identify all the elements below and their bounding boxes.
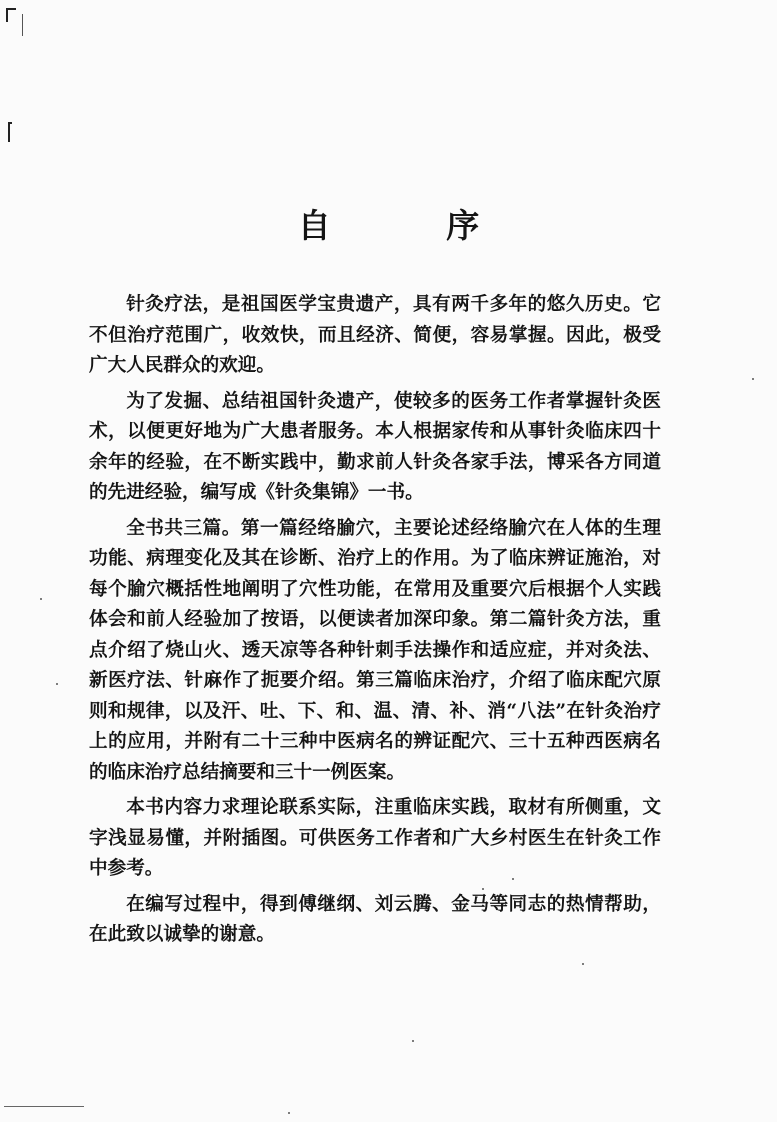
scan-speck <box>56 683 58 685</box>
scan-speck <box>288 1112 290 1114</box>
scan-artifact <box>8 124 10 142</box>
scan-artifact <box>6 10 8 22</box>
paragraph-2: 为了发掘、总结祖国针灸遗产，使较多的医务工作者掌握针灸医术，以便更好地为广大患者服务。本人根据家传和从事针灸临床四十余年的经验，在不断实践中，勤求前人针灸各家手法，博采各方同道的先进经验，编写成《针灸集锦》一书。 <box>89 390 661 503</box>
scan-artifact <box>6 8 16 10</box>
paragraph-1: 针灸疗法，是祖国医学宝贵遗产，具有两千多年的悠久历史。它不但治疗范围广，收效快，而且经济、简便，容易掌握。因此，极受广大人民群众的欢迎。 <box>89 294 661 376</box>
scan-speck <box>412 1040 414 1042</box>
scan-artifact <box>8 122 12 124</box>
scan-speck <box>582 963 584 965</box>
page-title: 自 序 <box>297 206 532 245</box>
scan-artifact <box>4 1106 84 1107</box>
scan-artifact <box>22 14 23 36</box>
scan-speck <box>752 378 754 380</box>
paragraph-5: 在编写过程中，得到傅继纲、刘云腾、金马等同志的热情帮助，在此致以诚挚的谢意。 <box>89 893 661 945</box>
paragraph-4: 本书内容力求理论联系实际，注重临床实践，取材有所侧重，文字浅显易懂，并附插图。可供医务工作者和广大乡村医生在针灸工作中参考。 <box>89 797 661 879</box>
preface-body <box>89 290 661 956</box>
scan-speck <box>40 598 42 600</box>
paragraph-3: 全书共三篇。第一篇经络腧穴，主要论述经络腧穴在人体的生理功能、病理变化及其在诊断、治疗上的作用。为了临床辨证施治，对每个腧穴概括性地阐明了穴性功能，在常用及重要穴后根据个人实践体会和前人经验加了按语，以便读者加深印象。第二篇针灸方法，重点介绍了烧山火、透天凉等各种针刺手法操作和适应症，并对灸法、新医疗法、针麻作了扼要介绍。第三篇临床治疗，介绍了临床配穴原则和规律，以及汗、吐、下、和、温、清、补、消“八法”在针灸治疗上的应用，并附有二十三种中医病名的辨证配穴、三十五种西医病名的临床治疗总结摘要和三十一例医案。 <box>89 517 661 783</box>
